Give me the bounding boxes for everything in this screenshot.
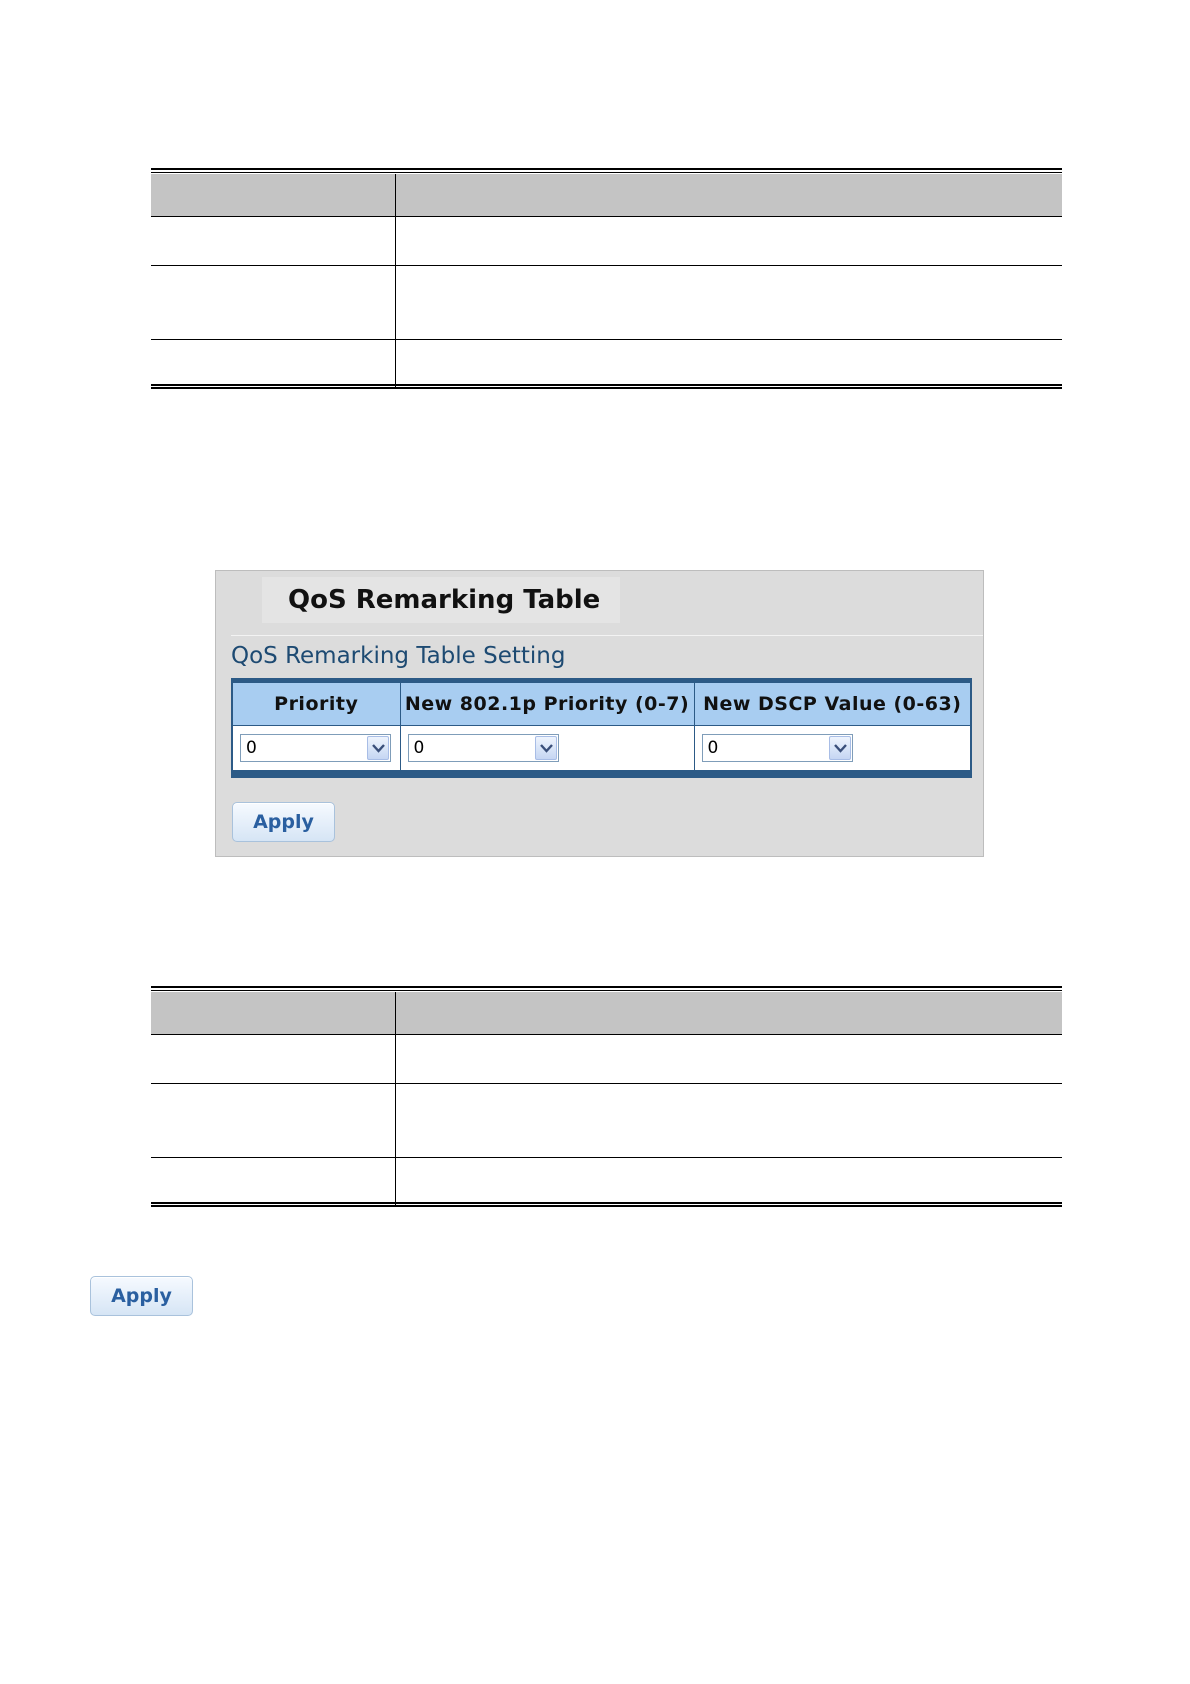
panel-apply-button[interactable]: Apply xyxy=(232,802,335,842)
panel-divider xyxy=(231,635,983,636)
panel-subtitle: QoS Remarking Table Setting xyxy=(231,643,566,669)
panel-title: QoS Remarking Table xyxy=(262,577,620,623)
table-cell xyxy=(151,339,395,389)
table-cell xyxy=(151,1083,395,1157)
table-bottom-rule xyxy=(151,1202,1062,1207)
table-bottom-rule xyxy=(151,384,1062,389)
table-top-rule xyxy=(151,168,1062,173)
column-header-priority: Priority xyxy=(232,681,400,726)
new-dscp-value-cell xyxy=(694,726,971,774)
table-cell xyxy=(395,216,1062,265)
table-cell xyxy=(395,1034,1062,1083)
new-8021p-priority-select[interactable] xyxy=(408,734,559,762)
table-header-object xyxy=(151,174,395,216)
table-header-description xyxy=(395,174,1062,216)
table-cell xyxy=(151,265,395,339)
table-header-object xyxy=(151,992,395,1034)
column-header-new-8021p-priority: New 802.1p Priority (0-7) xyxy=(400,681,694,726)
chevron-down-icon[interactable] xyxy=(367,736,389,760)
table-header-description xyxy=(395,992,1062,1034)
table-cell xyxy=(395,1083,1062,1157)
new-dscp-value-select-value: 0 xyxy=(707,738,719,759)
priority-select-value: 0 xyxy=(246,738,257,759)
description-table-1 xyxy=(151,174,1062,389)
table-cell xyxy=(395,339,1062,389)
table-top-rule xyxy=(151,986,1062,991)
table-cell xyxy=(151,216,395,265)
qos-remarking-panel xyxy=(215,570,984,857)
table-row xyxy=(232,726,971,774)
table-cell xyxy=(395,265,1062,339)
priority-cell xyxy=(232,726,400,774)
description-table-2 xyxy=(151,992,1062,1207)
new-8021p-priority-select-value: 0 xyxy=(413,738,425,759)
table-cell xyxy=(151,1034,395,1083)
chevron-down-icon[interactable] xyxy=(829,736,851,760)
table-cell xyxy=(395,1157,1062,1207)
remarking-setting-table xyxy=(231,678,972,778)
apply-button[interactable]: Apply xyxy=(90,1276,193,1316)
chevron-down-icon[interactable] xyxy=(535,736,557,760)
priority-select[interactable] xyxy=(240,734,391,762)
table-cell xyxy=(151,1157,395,1207)
new-dscp-value-select[interactable] xyxy=(702,734,853,762)
column-header-new-dscp-value: New DSCP Value (0-63) xyxy=(694,681,971,726)
new-8021p-priority-cell xyxy=(400,726,694,774)
